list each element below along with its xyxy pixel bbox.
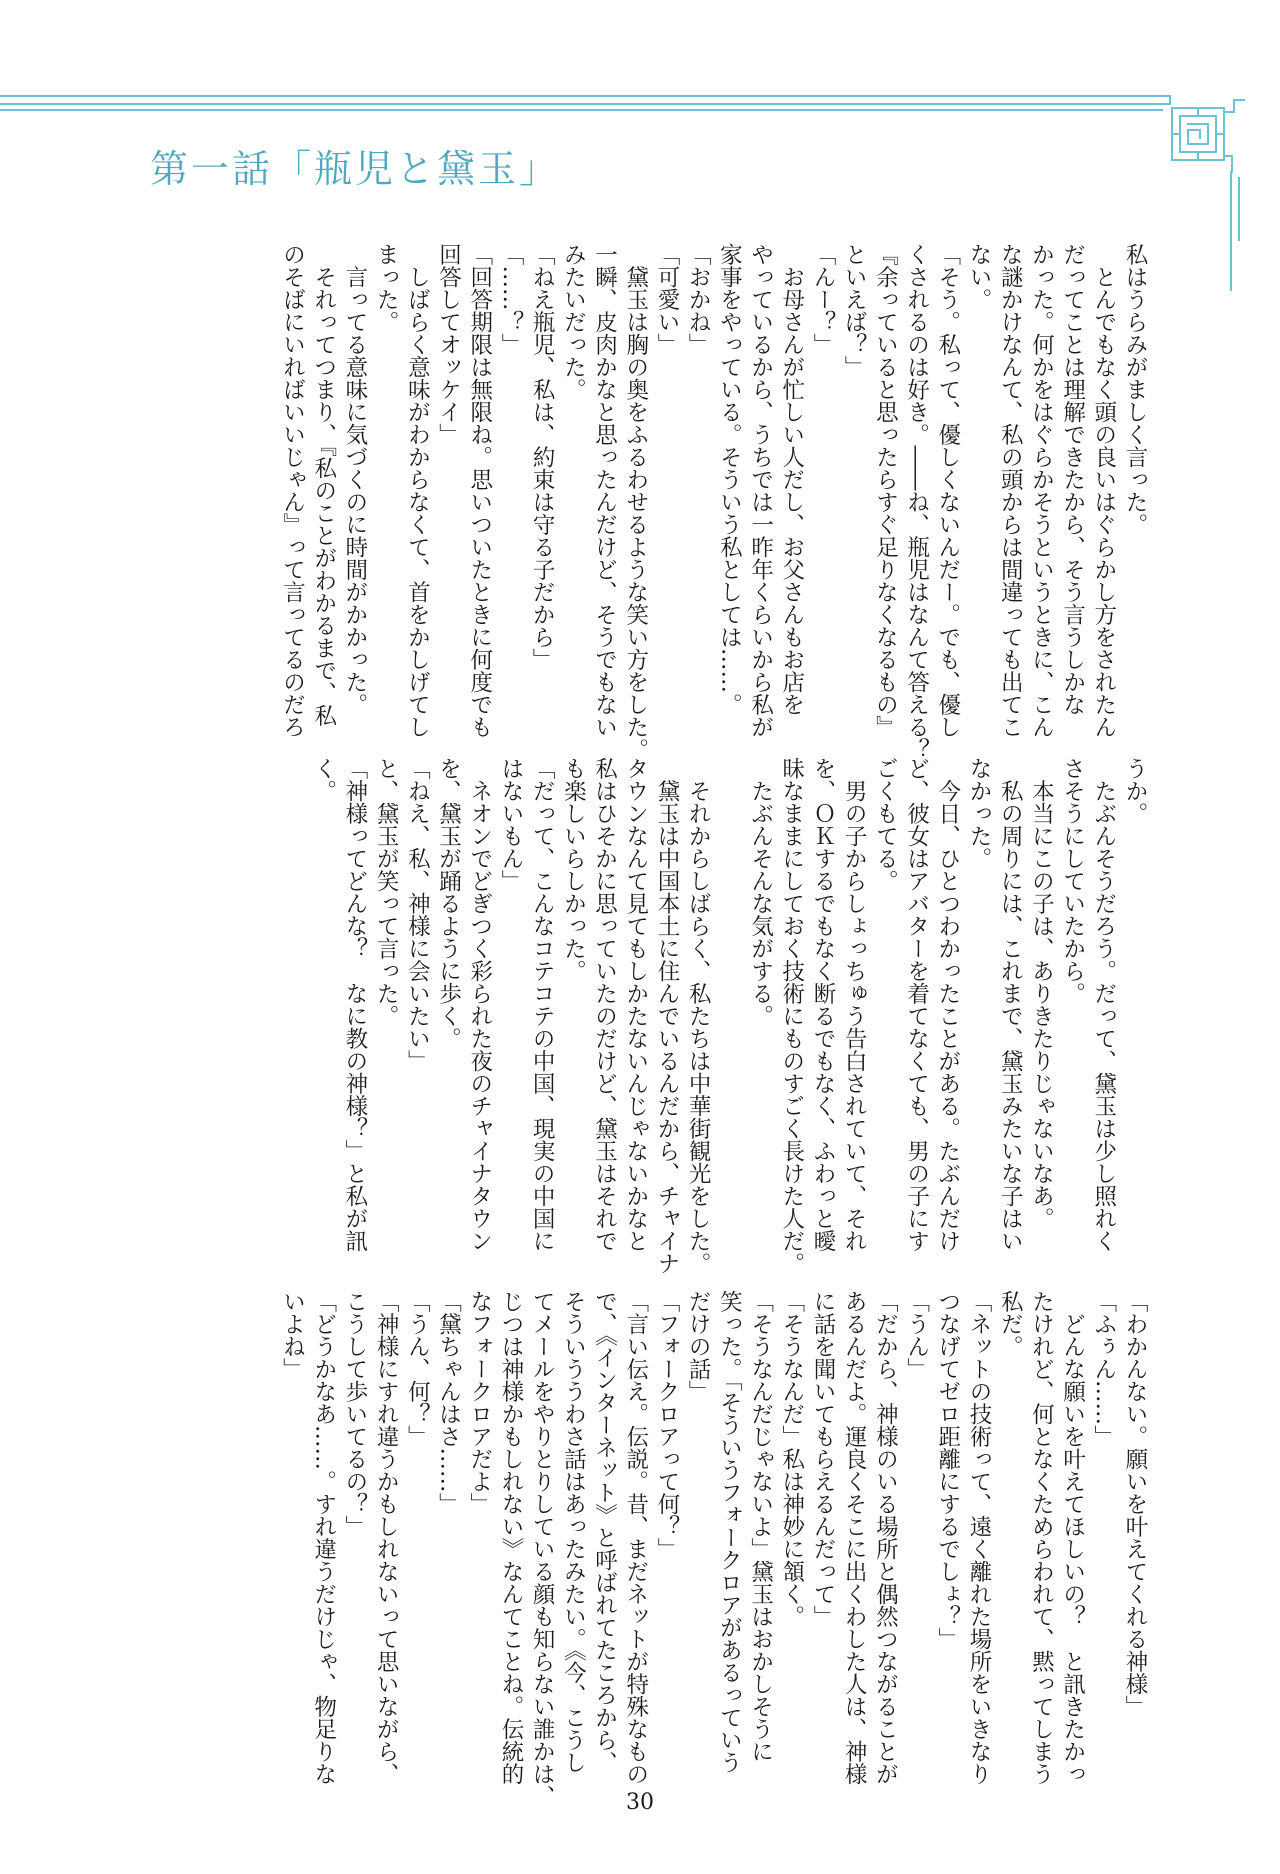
text-line: を、ＯＫするでもなく断るでもなく、ふわっと曖 [809,757,836,1252]
text-line: たぶんそんな気がする。 [747,757,774,1027]
text-line: みたいだった。 [560,243,587,401]
text-line: を、黛玉が踊るように歩く。 [435,757,462,1050]
text-line: 「うん、何？」 [404,1290,431,1448]
text-line: 「可愛い」 [653,243,680,356]
body-text-band-3 [276,1290,1150,1810]
text-line: のそばにいればいいじゃん』って言ってるのだろ [279,243,306,738]
text-line: 回答してオッケイ」 [435,243,462,446]
text-line: そういううわさ話はあったみたい。《今、こうし [560,1290,587,1774]
body-text-band-2 [308,757,1150,1275]
text-line: てメールをやりとりしている顔も知らない誰かは、 [529,1290,556,1808]
text-line: 「そうなんだ」私は神妙に頷く。 [778,1290,805,1628]
text-line: まった。 [373,243,400,333]
text-line: ごくもてる。 [872,757,899,892]
text-line: 「神様ってどんな？ なに教の神様？」と私が訊 [341,757,368,1252]
text-line: いよね」 [279,1290,306,1380]
text-line: つなげてゼロ距離にするでしょ？」 [934,1290,961,1650]
text-line: かった。何かをはぐらかそうというときに、こん [1028,243,1055,738]
text-line: も楽しいらしかった。 [560,757,587,982]
text-line: 黛玉は胸の奥をふるわせるような笑い方をした。 [622,243,649,761]
text-line: 「神様にすれ違うかもしれないって思いながら、 [373,1290,400,1785]
text-line: ネオンでどぎつく彩られた夜のチャイナタウン [466,757,493,1252]
text-line: ど、彼女はアバターを着てなくても、男の子にす [903,757,930,1252]
text-line: とんでもなく頭の良いはぐらかし方をされたん [1090,243,1117,738]
text-line: だけの話」 [685,1290,712,1403]
text-line: 男の子からしょっちゅう告白されていて、それ [841,757,868,1252]
text-line: 「そうなんだじゃないよ」黛玉はおかしそうに [747,1290,774,1763]
text-line: なフォークロアだよ」 [466,1290,493,1515]
text-line: といえば？」 [841,243,868,378]
text-line: 「どうかなあ……。すれ違うだけじゃ、物足りな [310,1290,337,1785]
text-line: 「ねえ瓶児、私は、約束は守る子だから」 [529,243,556,671]
text-line [713,757,744,1257]
text-line: 昧なままにしておく技術にものすごく長けた人だ。 [778,757,805,1275]
text-line: ない。 [965,243,992,311]
text-line: 「……？」 [497,243,524,356]
text-line: 「回答期限は無限ね。思いついたときに何度でも [466,243,493,738]
text-line: なかった。 [965,757,992,870]
text-line: 「ネットの技術って、遠く離れた場所をいきなり [965,1290,992,1785]
text-line: 「言い伝え。伝説。昔、まだネットが特殊なもの [622,1290,649,1785]
body-text-band-1 [276,243,1150,761]
text-line: お母さんが忙しい人だし、お父さんもお店を [778,243,805,716]
text-line: くされるのは好き。――ね、瓶児はなんて答える？ [903,243,930,761]
text-line: 「そう。私って、優しくないんだー。でも、優し [934,243,961,738]
text-line: 『余っていると思ったらすぐ足りなくなるもの』 [872,243,899,738]
text-line: 笑った。「そういうフォークロアがあるっていう [716,1290,743,1774]
text-line: 「ふぅん……」 [1090,1290,1117,1448]
text-line: 今日、ひとつわかったことがある。たぶんだけ [934,757,961,1252]
text-line: に話を聞いてもらえるんだって」 [809,1290,836,1628]
text-line: 一瞬、皮肉かなと思ったんだけど、そうでもない [591,243,618,738]
page-number: 30 [626,1790,654,1815]
text-line: しばらく意味がわからなくて、首をかしげてし [404,243,431,738]
text-line: 「だって、こんなコテコテの中国、現実の中国に [529,757,556,1252]
text-line: 私はひそかに思っていたのだけど、黛玉はそれで [591,757,618,1252]
text-line: それからしばらく、私たちは中華街観光をした。 [685,757,712,1275]
text-line: 私だ。 [997,1290,1024,1358]
text-line: どんな願いを叶えてほしいの？ と訊きたかっ [1059,1290,1086,1785]
text-line: それってつまり、『私のことがわかるまで、私 [310,243,337,727]
text-line: 「フォークロアって何？」 [653,1290,680,1560]
text-line: さそうにしていたから。 [1059,757,1086,1005]
text-line: 「わかんない。願いを叶えてくれる神様」 [1122,1290,1148,1718]
text-line: やっているから、うちでは一昨年くらいから私が [747,243,774,738]
text-line: で、《インターネット》と呼ばれてたころから、 [591,1290,618,1774]
text-line: 黛玉は中国本土に住んでいるんだから、チャイナ [653,757,680,1275]
text-line: 本当にこの子は、ありきたりじゃないなあ。 [1028,757,1055,1230]
fret-corner-ornament [1162,96,1244,290]
text-line: 私はうらみがましく言った。 [1122,243,1148,536]
text-line: 「んー？」 [809,243,836,356]
chapter-title: 第一話「瓶児と黛玉」 [150,147,561,191]
text-line: と、黛玉が笑って言った。 [373,757,400,1027]
text-line: く。 [310,757,337,802]
text-line: タウンなんて見てもしかたないんじゃないかなと [622,757,649,1252]
text-line: 「おかね」 [685,243,712,356]
text-line: 「ねえ、私、神様に会いたい」 [404,757,431,1072]
text-line: 私の周りには、これまで、黛玉みたいな子はい [997,757,1024,1252]
text-line: 家事をやっている。そういう私としては……。 [716,243,743,716]
text-line: こうして歩いてるの？」 [341,1290,368,1538]
text-line: あるんだよ。運良くそこに出くわした人は、神様 [841,1290,868,1785]
text-line: じつは神様かもしれない》なんてことね。伝統的 [497,1290,524,1785]
text-line: 言ってる意味に気づくのに時間がかかった。 [341,243,368,716]
text-line: だってことは理解できたから、そう言うしかな [1059,243,1086,716]
text-line: 「うん」 [903,1290,930,1380]
text-line: な謎かけなんて、私の頭からは間違っても出てこ [997,243,1024,738]
text-line: たけれど、何となくためらわれて、黙ってしまう [1028,1290,1055,1785]
text-line: うか。 [1122,757,1148,825]
text-line: はないもん」 [497,757,524,892]
text-line: たぶんそうだろう。だって、黛玉は少し照れく [1090,757,1117,1252]
text-line: 「黛ちゃんはさ……」 [435,1290,462,1515]
text-line: 「だから、神様のいる場所と偶然つながることが [872,1290,899,1785]
